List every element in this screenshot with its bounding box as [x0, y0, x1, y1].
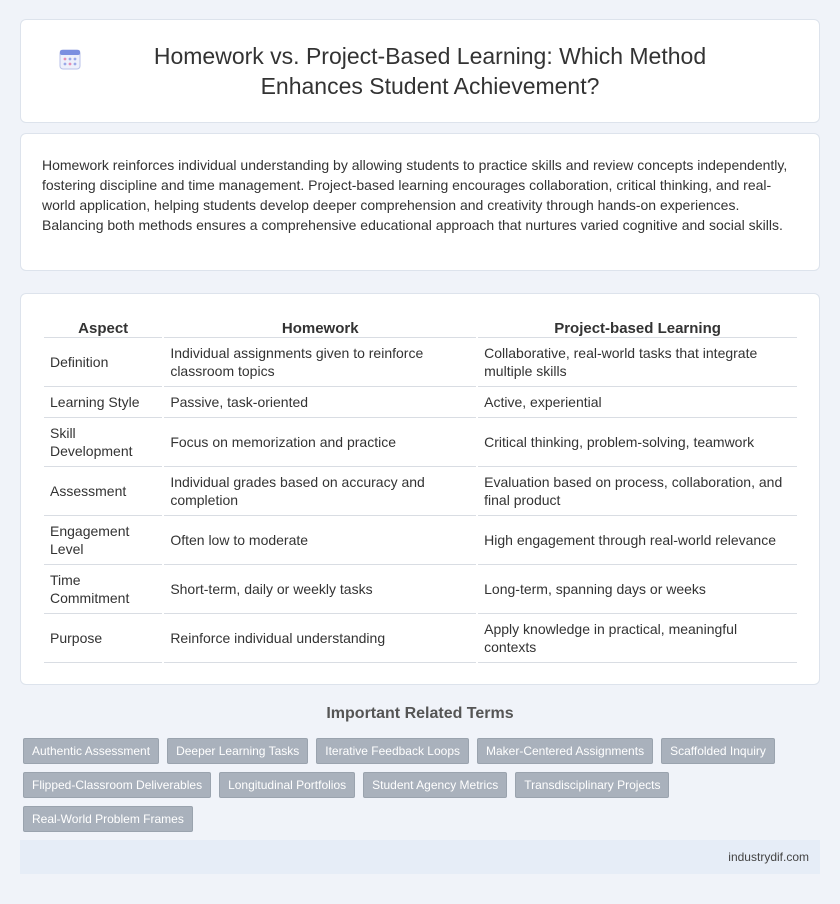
column-header-project-based: Project-based Learning [478, 316, 797, 338]
related-term-tag[interactable]: Transdisciplinary Projects [515, 772, 669, 798]
table-cell-homework: Focus on memorization and practice [164, 418, 476, 467]
comparison-table [42, 316, 799, 663]
table-cell-aspect: Engagement Level [44, 516, 162, 565]
table-cell-aspect: Definition [44, 338, 162, 387]
table-cell-aspect: Learning Style [44, 387, 162, 418]
comparison-table-card [20, 293, 820, 685]
table-row [44, 614, 797, 663]
table-cell-aspect: Skill Development [44, 418, 162, 467]
table-cell-homework: Short-term, daily or weekly tasks [164, 565, 476, 614]
table-header-row [44, 316, 797, 338]
table-cell-project: High engagement through real-world relevance [478, 516, 797, 565]
title-card [20, 19, 820, 123]
table-row [44, 467, 797, 516]
table-row [44, 387, 797, 418]
table-cell-homework: Often low to moderate [164, 516, 476, 565]
related-term-tag[interactable]: Scaffolded Inquiry [661, 738, 775, 764]
table-cell-homework: Passive, task-oriented [164, 387, 476, 418]
related-term-tag[interactable]: Flipped-Classroom Deliverables [23, 772, 211, 798]
related-term-tag[interactable]: Authentic Assessment [23, 738, 159, 764]
column-header-aspect: Aspect [44, 316, 162, 338]
related-term-tag[interactable]: Longitudinal Portfolios [219, 772, 355, 798]
footer [20, 840, 820, 874]
related-term-tag[interactable]: Student Agency Metrics [363, 772, 507, 798]
table-cell-project: Long-term, spanning days or weeks [478, 565, 797, 614]
related-term-tag[interactable]: Deeper Learning Tasks [167, 738, 308, 764]
table-cell-homework: Individual grades based on accuracy and completion [164, 467, 476, 516]
related-term-tag[interactable]: Iterative Feedback Loops [316, 738, 469, 764]
table-cell-aspect: Time Commitment [44, 565, 162, 614]
table-cell-homework: Reinforce individual understanding [164, 614, 476, 663]
table-cell-project: Critical thinking, problem-solving, teamwork [478, 418, 797, 467]
table-row [44, 516, 797, 565]
table-cell-project: Apply knowledge in practical, meaningful contexts [478, 614, 797, 663]
table-cell-project: Collaborative, real-world tasks that integrate multiple skills [478, 338, 797, 387]
table-row [44, 418, 797, 467]
table-row [44, 565, 797, 614]
related-term-tag[interactable]: Real-World Problem Frames [23, 806, 193, 832]
table-cell-homework: Individual assignments given to reinforce classroom topics [164, 338, 476, 387]
table-cell-project: Evaluation based on process, collaboration, and final product [478, 467, 797, 516]
page-title: Homework vs. Project-Based Learning: Which Method Enhances Student Achievement? [153, 43, 707, 99]
intro-card [20, 133, 820, 271]
column-header-homework: Homework [164, 316, 476, 338]
intro-paragraph: Homework reinforces individual understanding by allowing students to practice skills and review concepts independently, fostering discipline and time management. Project-based learning encourages collaboration, critical thinking, and real-world application, helping students develop deeper comprehension and creativity through hands-on experiences. Balancing both methods ensures a comprehensive educational approach that nurtures varied cognitive and social skills. [42, 157, 788, 233]
table-cell-aspect: Purpose [44, 614, 162, 663]
related-terms-list [23, 738, 803, 832]
table-cell-project: Active, experiential [478, 387, 797, 418]
table-cell-aspect: Assessment [44, 467, 162, 516]
related-term-tag[interactable]: Maker-Centered Assignments [477, 738, 653, 764]
table-row [44, 338, 797, 387]
footer-site-link[interactable]: industrydif.com [728, 850, 809, 864]
related-terms-heading: Important Related Terms [326, 705, 514, 722]
